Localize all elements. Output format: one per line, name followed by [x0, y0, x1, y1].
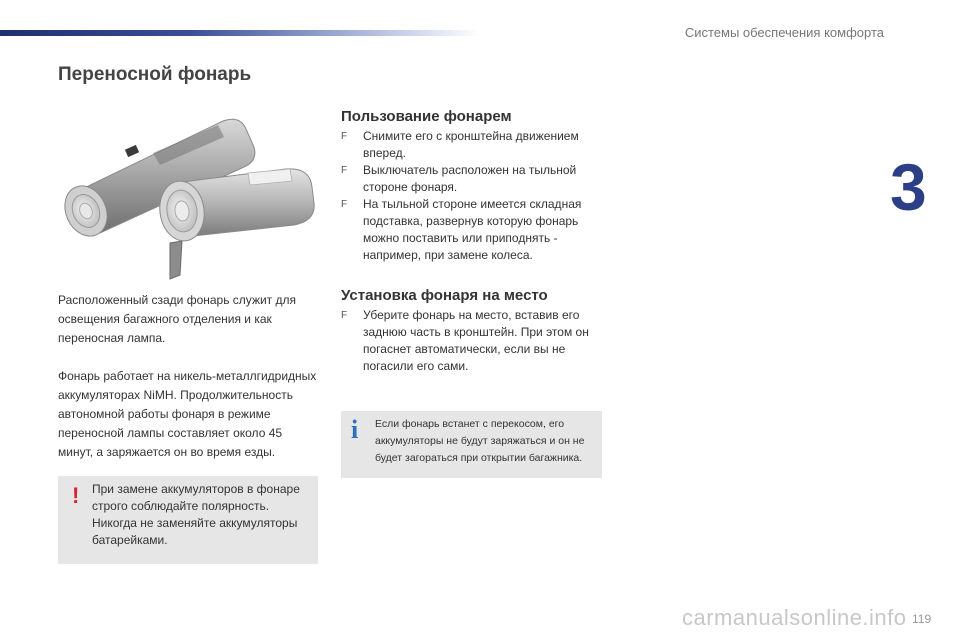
battery-paragraph: Фонарь работает на никель-металлгидридных аккумуляторах NiMH. Продолжительность автономной работы фонаря в режиме переносной лампы составляет около 45 минут, а заряжается он во время езды.: [58, 369, 317, 459]
section-title-install: Установка фонаря на место: [341, 287, 548, 304]
info-box: [341, 411, 602, 478]
section-title-usage: Пользование фонарем: [341, 108, 512, 125]
flashlight-right: [156, 169, 314, 279]
bullet-arrow-icon: F: [341, 310, 348, 321]
page-title: Переносной фонарь: [58, 64, 252, 85]
bullet-arrow-icon: F: [341, 199, 348, 210]
page-number: 119: [912, 612, 932, 626]
warning-icon: !: [72, 483, 80, 508]
bullet-arrow-icon: F: [341, 165, 348, 176]
warning-box: [58, 476, 318, 564]
info-text: Если фонарь встанет с перекосом, его аккумуляторы не будут заряжаться и он не будет загораться при открытии багажника.: [375, 418, 585, 464]
list-item: F Уберите фонарь на место, вставив его заднюю часть в кронштейн. При этом он погаснет автоматически, если вы не погасили его сами.: [341, 308, 589, 373]
watermark: carmanualsonline.info: [682, 605, 907, 630]
bullet-arrow-icon: F: [341, 131, 348, 142]
header-section-title: Системы обеспечения комфорта: [684, 25, 884, 40]
install-list: [341, 307, 603, 375]
warning-text: При замене аккумуляторов в фонаре строго соблюдайте полярность. Никогда не заменяйте аккумуляторы батарейками.: [92, 482, 300, 547]
list-item: F Выключатель расположен на тыльной стороне фонаря.: [341, 163, 577, 194]
flashlight-illustration: [58, 103, 320, 281]
header-gradient-bar: [0, 30, 480, 36]
list-item: F Снимите его с кронштейна движением вперед.: [341, 129, 579, 160]
chapter-number: 3: [890, 150, 927, 224]
info-icon: i: [351, 415, 359, 444]
intro-paragraph: Расположенный сзади фонарь служит для освещения багажного отделения и как переносная лампа.: [58, 293, 297, 345]
list-item: F На тыльной стороне имеется складная подставка, развернув которую фонарь можно поставить или приподнять - например, при замене колеса.: [341, 197, 582, 262]
usage-list: [341, 128, 603, 264]
